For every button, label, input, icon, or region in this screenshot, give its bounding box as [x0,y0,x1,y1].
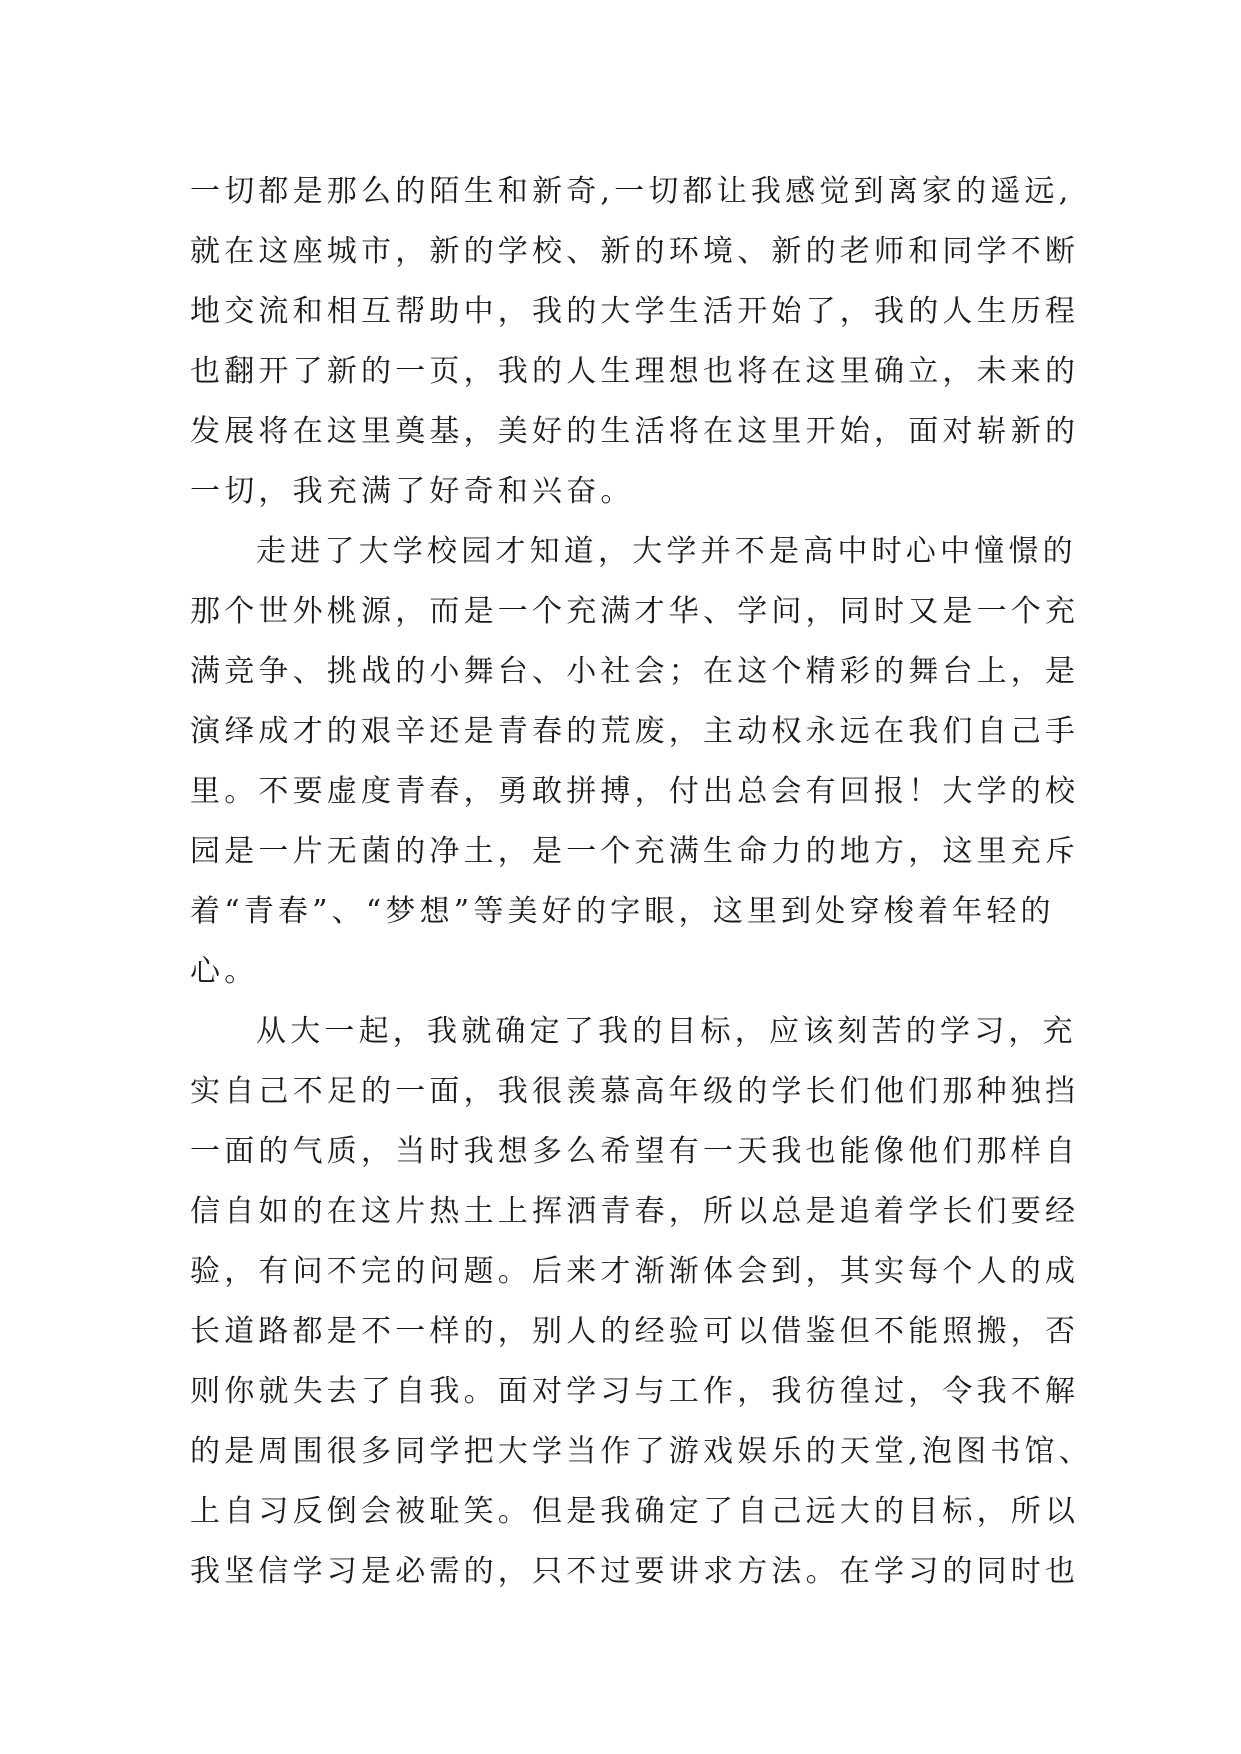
text-line: 上自习反倒会被耻笑。但是我确定了自己远大的目标，所以 [190,1494,1080,1529]
text-line: 走进了大学校园才知道，大学并不是高中时心中憧憬的 [256,534,1077,569]
paragraph-1 [190,162,1090,522]
paragraph-2 [190,522,1090,1002]
text-line: 着“青春”、“梦想”等美好的字眼，这里到处穿梭着年轻的 [190,894,1055,929]
paragraph-3 [190,1002,1093,1602]
text-line: 则你就失去了自我。面对学习与工作，我彷徨过，令我不解 [190,1374,1080,1409]
text-line: 一切，我充满了好奇和兴奋。 [190,474,635,509]
document-body [190,162,1093,1602]
text-line: 里。不要虚度青春，勇敢拼搏，付出总会有回报！大学的校 [190,774,1080,809]
text-line: 园是一片无菌的净土，是一个充满生命力的地方，这里充斥 [190,834,1080,869]
text-line: 地交流和相互帮助中，我的大学生活开始了，我的人生历程 [190,294,1080,329]
text-line: 发展将在这里奠基，美好的生活将在这里开始，面对崭新的 [190,414,1080,449]
text-line: 一面的气质，当时我想多么希望有一天我也能像他们那样自 [190,1134,1080,1169]
text-line: 那个世外桃源，而是一个充满才华、学问，同时又是一个充 [190,594,1080,629]
text-line: 心。 [190,954,259,989]
text-line: 验，有问不完的问题。后来才渐渐体会到，其实每个人的成 [190,1254,1080,1289]
text-line: 满竞争、挑战的小舞台、小社会；在这个精彩的舞台上，是 [190,654,1080,689]
text-line: 从大一起，我就确定了我的目标，应该刻苦的学习，充 [256,1014,1077,1049]
text-line: 长道路都是不一样的，别人的经验可以借鉴但不能照搬，否 [190,1314,1080,1349]
text-line: 我坚信学习是必需的，只不过要讲求方法。在学习的同时也 [190,1554,1080,1589]
text-line: 的是周围很多同学把大学当作了游戏娱乐的天堂,泡图书馆、 [190,1434,1093,1469]
text-line: 一切都是那么的陌生和新奇,一切都让我感觉到离家的遥远, [190,174,1073,209]
text-line: 也翻开了新的一页，我的人生理想也将在这里确立，未来的 [190,354,1080,389]
text-line: 信自如的在这片热土上挥洒青春，所以总是追着学长们要经 [190,1194,1080,1229]
text-line: 演绎成才的艰辛还是青春的荒废，主动权永远在我们自己手 [190,714,1080,749]
text-line: 实自己不足的一面，我很羡慕高年级的学长们他们那种独挡 [190,1074,1080,1109]
text-line: 就在这座城市，新的学校、新的环境、新的老师和同学不断 [190,234,1080,269]
